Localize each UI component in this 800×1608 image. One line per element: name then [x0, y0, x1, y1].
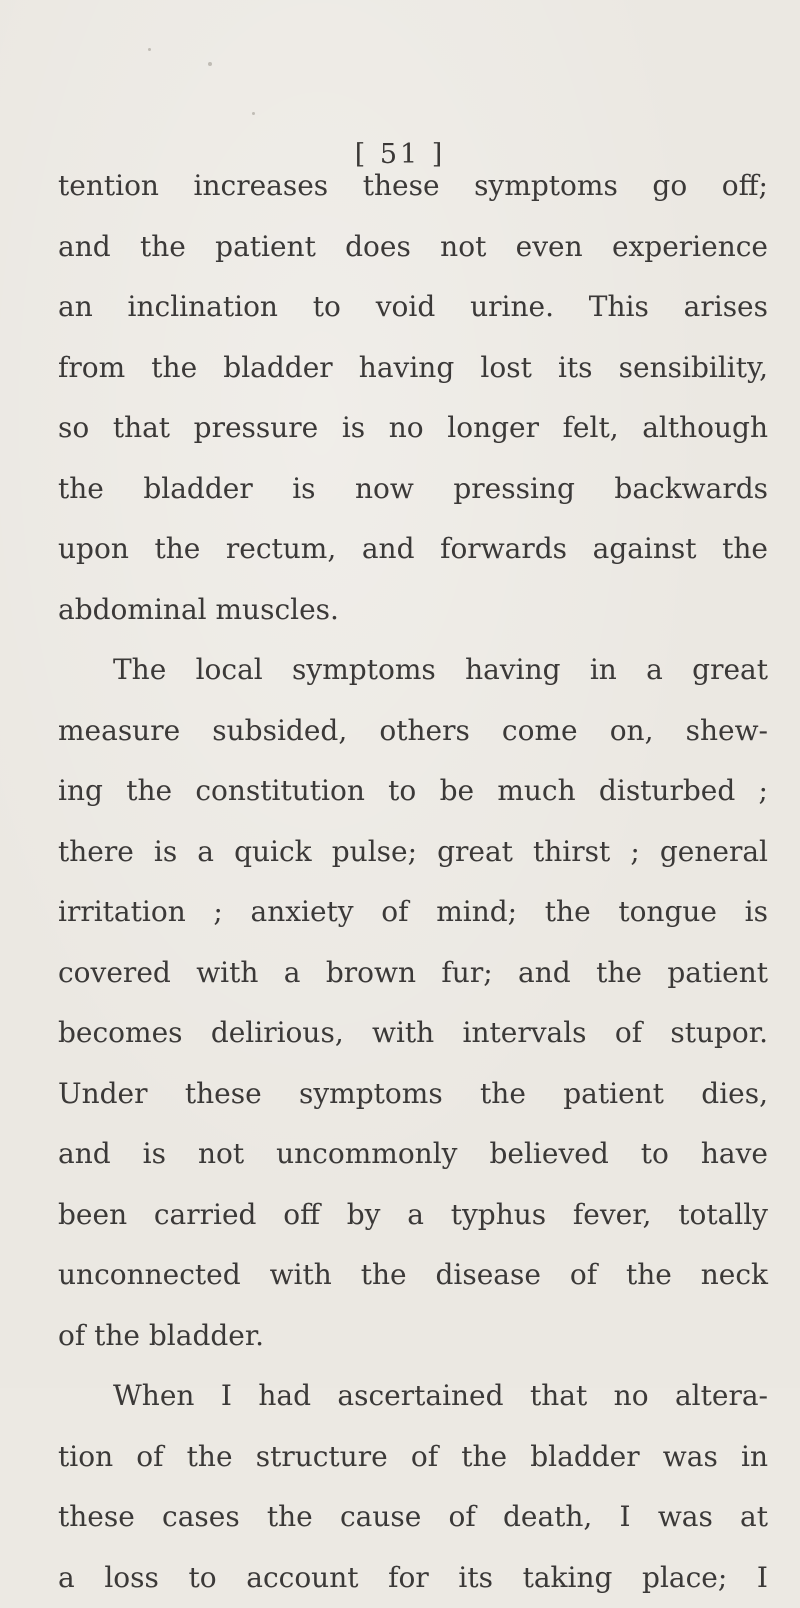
paper-speck: [148, 48, 151, 51]
text-line: there is a quick pulse; great thirst ; general: [58, 822, 768, 883]
text-line: a loss to account for its taking place; I: [58, 1548, 768, 1608]
text-line: of the bladder.: [58, 1306, 768, 1367]
text-line: an inclination to void urine. This arises: [58, 277, 768, 338]
text-line: unconnected with the disease of the neck: [58, 1245, 768, 1306]
text-line: The local symptoms having in a great: [58, 640, 768, 701]
body-text: [58, 156, 768, 1608]
paragraph: [58, 640, 768, 1366]
text-line: irritation ; anxiety of mind; the tongue is: [58, 882, 768, 943]
paper-speck: [252, 112, 255, 115]
text-line: and the patient does not even experience: [58, 217, 768, 278]
text-line: covered with a brown fur; and the patient: [58, 943, 768, 1004]
text-line: from the bladder having lost its sensibility,: [58, 338, 768, 399]
text-line: upon the rectum, and forwards against the: [58, 519, 768, 580]
text-line: tion of the structure of the bladder was in: [58, 1427, 768, 1488]
text-line: becomes delirious, with intervals of stupor.: [58, 1003, 768, 1064]
page-number: [ 51 ]: [0, 139, 800, 170]
paragraph: [58, 1366, 768, 1608]
text-line: ing the constitution to be much disturbed ;: [58, 761, 768, 822]
text-line: and is not uncommonly believed to have: [58, 1124, 768, 1185]
text-line: the bladder is now pressing backwards: [58, 459, 768, 520]
text-line: been carried off by a typhus fever, totally: [58, 1185, 768, 1246]
text-line: so that pressure is no longer felt, although: [58, 398, 768, 459]
text-line: Under these symptoms the patient dies,: [58, 1064, 768, 1125]
paper-speck: [208, 62, 212, 66]
text-line: measure subsided, others come on, shew-: [58, 701, 768, 762]
text-line: When I had ascertained that no altera-: [58, 1366, 768, 1427]
paragraph: [58, 156, 768, 640]
text-line: these cases the cause of death, I was at: [58, 1487, 768, 1548]
text-line: tention increases these symptoms go off;: [58, 156, 768, 217]
text-line: abdominal muscles.: [58, 580, 768, 641]
